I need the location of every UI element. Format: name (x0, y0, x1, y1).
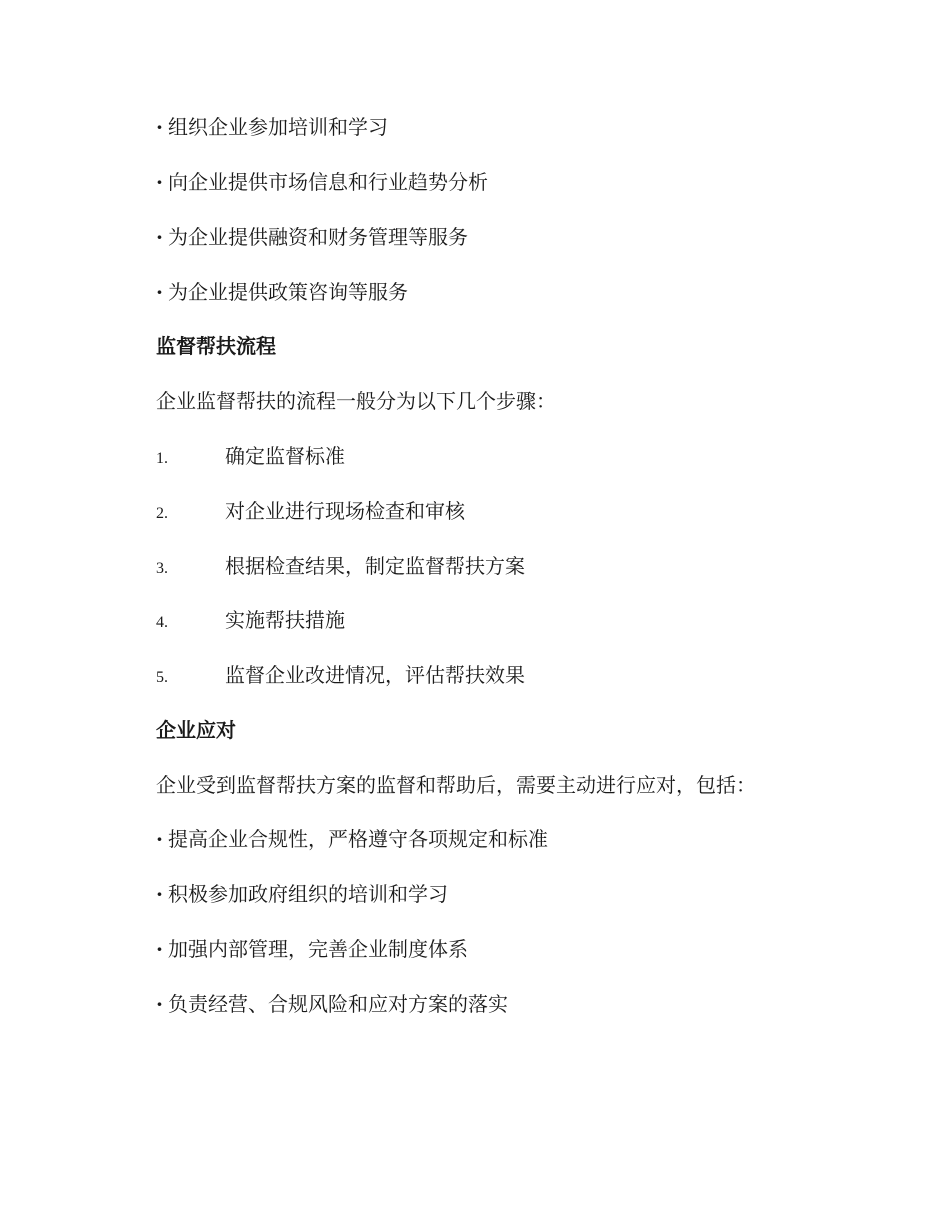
process-step-5 (156, 662, 525, 691)
step-number: 1. (156, 450, 168, 467)
process-step-4 (156, 607, 345, 636)
step-text: 实施帮扶措施 (225, 608, 345, 632)
step-number: 3. (156, 560, 168, 577)
step-text: 根据检查结果，制定监督帮扶方案 (225, 554, 525, 578)
step-text: 确定监督标准 (225, 444, 345, 468)
process-intro: 企业监督帮扶的流程一般分为以下几个步骤： (156, 389, 556, 413)
support-bullet-2: · 向企业提供市场信息和行业趋势分析 (156, 169, 488, 195)
process-step-1 (156, 443, 345, 472)
response-heading: 企业应对 (156, 718, 236, 742)
step-text: 监督企业改进情况，评估帮扶效果 (225, 663, 525, 687)
step-number: 2. (156, 505, 168, 522)
response-bullet-2: · 积极参加政府组织的培训和学习 (156, 881, 448, 907)
step-number: 4. (156, 614, 168, 631)
process-step-2 (156, 498, 465, 527)
support-bullet-3: · 为企业提供融资和财务管理等服务 (156, 224, 468, 250)
response-bullet-4: · 负责经营、合规风险和应对方案的落实 (156, 991, 508, 1017)
step-text: 对企业进行现场检查和审核 (225, 499, 465, 523)
response-bullet-1: · 提高企业合规性，严格遵守各项规定和标准 (156, 826, 548, 852)
response-bullet-3: · 加强内部管理，完善企业制度体系 (156, 936, 468, 962)
process-step-3 (156, 553, 525, 582)
step-number: 5. (156, 669, 168, 686)
response-intro: 企业受到监督帮扶方案的监督和帮助后，需要主动进行应对，包括： (156, 773, 756, 797)
process-heading: 监督帮扶流程 (156, 334, 276, 358)
support-bullet-1: · 组织企业参加培训和学习 (156, 114, 388, 140)
support-bullet-4: · 为企业提供政策咨询等服务 (156, 279, 408, 305)
